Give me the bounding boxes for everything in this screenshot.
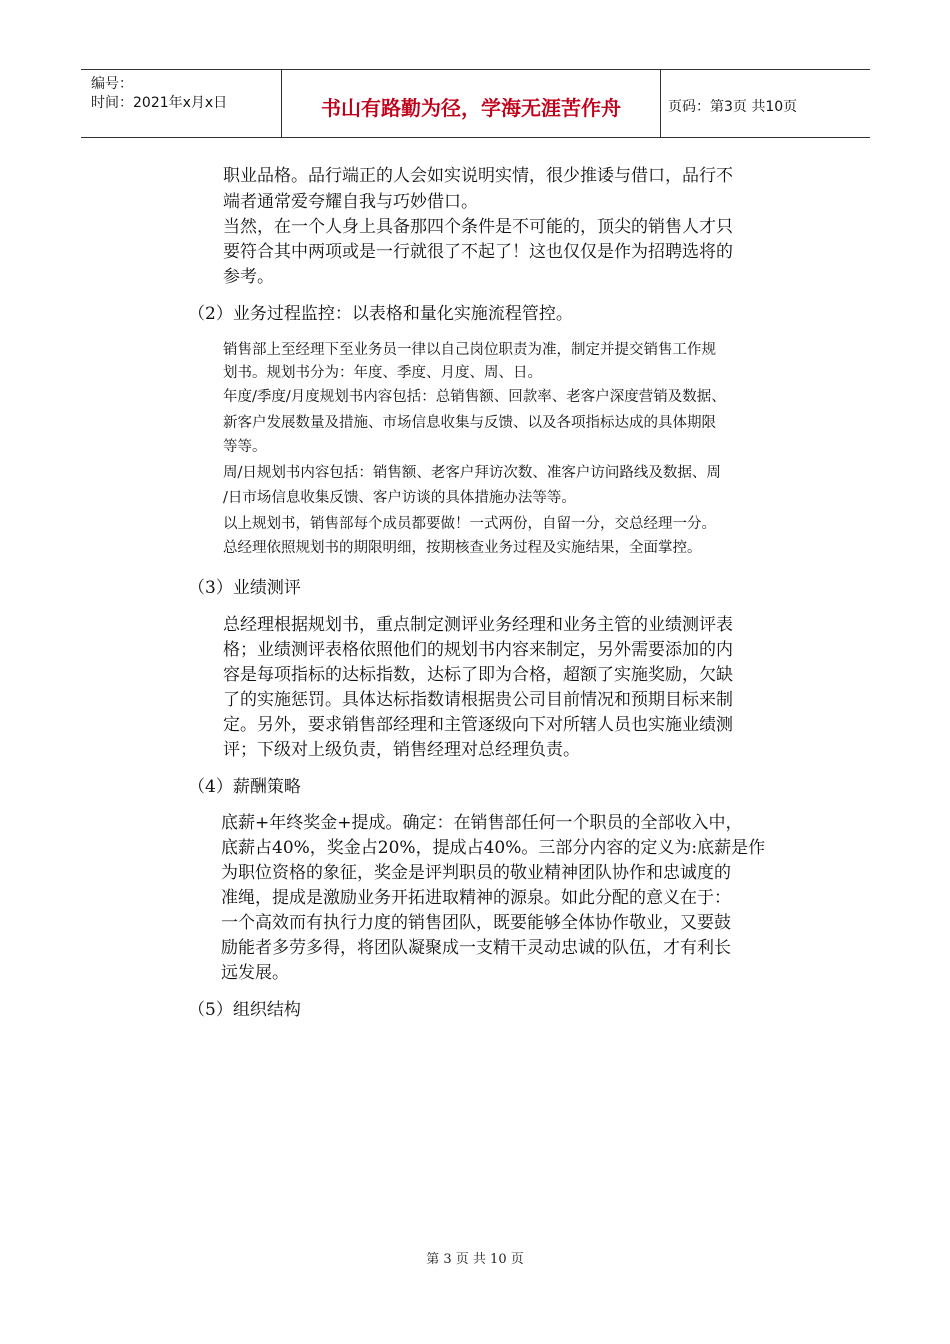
text-line: 远发展。: [221, 963, 289, 983]
text-line: 销售部上至经理下至业务员一律以自己岗位职责为准，制定并提交销售工作规: [223, 342, 716, 358]
text-line: 励能者多劳多得，将团队凝聚成一支精干灵动忠诚的队伍，才有利长: [221, 938, 731, 958]
header-page-cell: [660, 70, 870, 137]
header-page-code: 页码：第3页 共10页: [668, 99, 798, 115]
text-line: 周/日规划书内容包括：销售额、老客户拜访次数、准客户访问路线及数据、周: [223, 465, 721, 481]
header-motto: 书山有路勤为径，学海无涯苦作舟: [321, 96, 621, 120]
document-date-label: 时间：2021年x月x日: [91, 95, 228, 111]
text-line: 一个高效而有执行力度的销售团队，既要能够全体协作敬业，又要鼓: [221, 913, 731, 933]
text-line: 格；业绩测评表格依照他们的规划书内容来制定，另外需要添加的内: [223, 640, 733, 660]
section-heading-5: （5）组织结构: [188, 1000, 301, 1020]
page-header: [81, 69, 870, 138]
section-heading-3: （3）业绩测评: [188, 578, 301, 598]
text-line: 年度/季度/月度规划书内容包括：总销售额、回款率、老客户深度营销及数据、: [223, 389, 726, 405]
text-line: 容是每项指标的达标指数，达标了即为合格，超额了实施奖励，欠缺: [223, 665, 733, 685]
text-line: 职业品格。品行端正的人会如实说明实情，很少推诿与借口，品行不: [223, 166, 733, 186]
text-line: 准绳，提成是激励业务开拓进取精神的源泉。如此分配的意义在于：: [221, 888, 731, 908]
text-line: 底薪+年终奖金+提成。确定：在销售部任何一个职员的全部收入中，: [221, 813, 743, 833]
text-line: 底薪占40%，奖金占20%，提成占40%。三部分内容的定义为:底薪是作: [221, 838, 766, 858]
header-meta-cell: [81, 70, 281, 137]
text-line: 等等。: [223, 439, 267, 455]
text-line: 端者通常爱夸耀自我与巧妙借口。: [223, 192, 478, 212]
text-line: /日市场信息收集反馈、客户访谈的具体措施办法等等。: [223, 490, 576, 506]
text-line: 参考。: [223, 267, 274, 287]
text-line: 定。另外，要求销售部经理和主管逐级向下对所辖人员也实施业绩测: [223, 715, 733, 735]
section-heading-2: （2）业务过程监控：以表格和量化实施流程管控。: [188, 304, 573, 324]
text-line: 要符合其中两项或是一行就很了不起了！这也仅仅是作为招聘选将的: [223, 242, 733, 262]
text-line: 总经理根据规划书，重点制定测评业务经理和业务主管的业绩测评表: [223, 615, 733, 635]
text-line: 评；下级对上级负责，销售经理对总经理负责。: [223, 740, 580, 760]
text-line: 总经理依照规划书的期限明细，按期核查业务过程及实施结果，全面掌控。: [223, 540, 702, 556]
text-line: 了的实施惩罚。具体达标指数请根据贵公司目前情况和预期目标来制: [223, 690, 733, 710]
text-line: 划书。规划书分为：年度、季度、月度、周、日。: [223, 365, 542, 381]
text-line: 为职位资格的象征，奖金是评判职员的敬业精神团队协作和忠诚度的: [221, 863, 731, 883]
header-motto-cell: [281, 70, 661, 137]
section-heading-4: （4）薪酬策略: [188, 777, 301, 797]
page-footer: 第 3 页 共 10 页: [426, 1252, 524, 1267]
document-number-label: 编号：: [91, 76, 133, 92]
text-line: 新客户发展数量及措施、市场信息收集与反馈、以及各项指标达成的具体期限: [223, 415, 716, 431]
text-line: 以上规划书，销售部每个成员都要做！一式两份，自留一分，交总经理一分。: [223, 516, 716, 532]
text-line: 当然，在一个人身上具备那四个条件是不可能的，顶尖的销售人才只: [223, 217, 733, 237]
